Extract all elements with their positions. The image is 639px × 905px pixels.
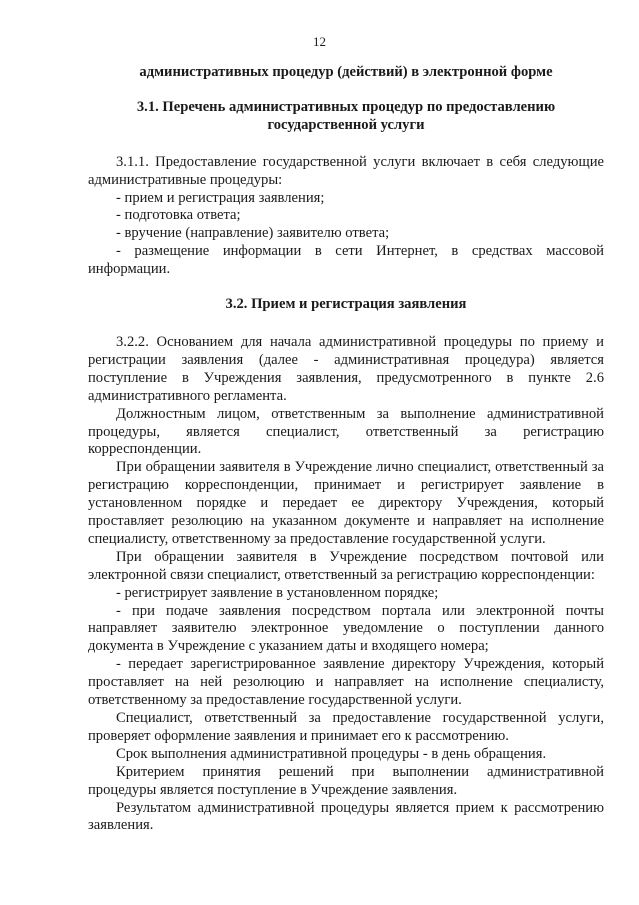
paragraph-criterion: Критерием принятия решений при выполнении административной процедуры является поступление в Учреждение заявления. [88,763,604,798]
list-item: - при подаче заявления посредством портала или электронной почты направляет заявителю электронное уведомление о поступлении данного документа в Учреждение с указанием даты и входящего номера; [88,602,604,655]
list-item: - вручение (направление) заявителю ответа; [116,225,390,242]
list-item: - прием и регистрация заявления; [116,189,325,206]
paragraph-deadline: Срок выполнения административной процедуры - в день обращения. [116,745,547,762]
document-body [88,64,604,835]
page-number: 12 [313,34,326,49]
list-item: - подготовка ответа; [116,207,241,224]
paragraph-result: Результатом административной процедуры является прием к рассмотрению заявления. [88,799,604,834]
section-3-1-title: 3.1. Перечень административных процедур по предоставлению государственной услуги [136,98,556,133]
paragraph-mail: При обращении заявителя в Учреждение посредством почтовой или электронной связи специалист, ответственный за регистрацию корреспонденции: [88,548,604,583]
section-3-1-intro: 3.1.1. Предоставление государственной услуги включает в себя следующие административные процедуры: [88,153,604,188]
section-3-2-title: 3.2. Прием и регистрация заявления [225,296,467,313]
paragraph-in-person: При обращении заявителя в Учреждение лично специалист, ответственный за регистрацию корреспонденции, принимает и регистрирует заявление в установленном порядке и передает ее директору Учреждения, который проставляет резолюцию на указанном документе и направляет на исполнение специалисту, ответственному за предоставление государственной услуги. [88,459,604,547]
list-item: - размещение информации в сети Интернет, в средствах массовой информации. [88,243,604,278]
top-heading: административных процедур (действий) в электронной форме [139,64,553,80]
paragraph-responsible: Должностным лицом, ответственным за выполнение административной процедуры, является специалист, ответственный за регистрацию корреспонденции. [88,405,604,458]
list-item: - регистрирует заявление в установленном порядке; [116,584,439,601]
paragraph-specialist: Специалист, ответственный за предоставление государственной услуги, проверяет оформление заявления и принимает его к рассмотрению. [88,710,604,744]
list-item: - передает зарегистрированное заявление директору Учреждения, который проставляет на ней резолюцию и направляет на исполнение специалисту, ответственному за предоставление государственной услуги. [88,656,604,709]
paragraph-3-2-2: 3.2.2. Основанием для начала административной процедуры по приему и регистрации заявления (далее - административная процедура) является поступление в Учреждения заявления, предусмотренного в пункте 2.6 административного регламента. [88,333,604,404]
